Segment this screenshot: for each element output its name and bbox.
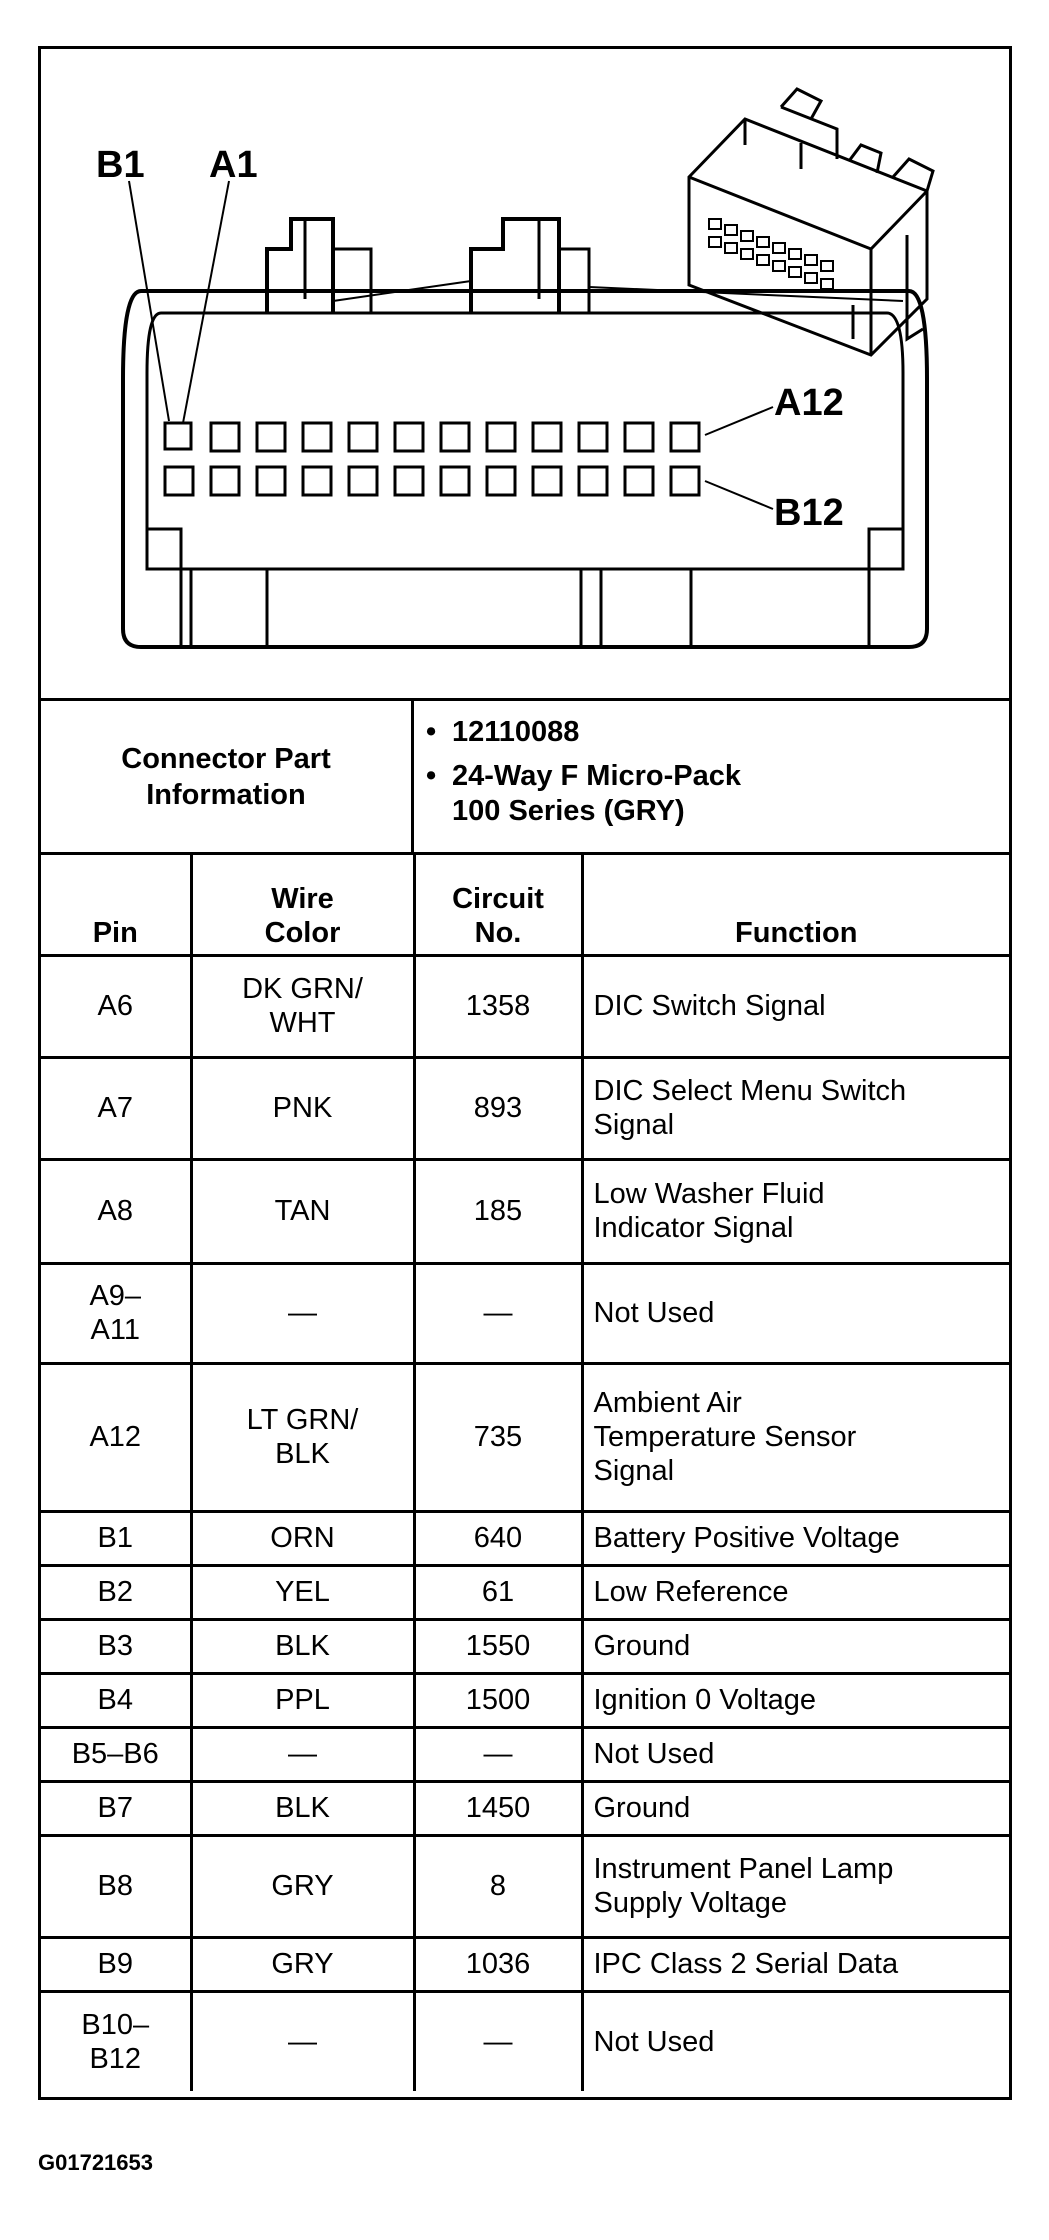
wire-color-cell: BLK xyxy=(191,1781,414,1835)
pin-cell: A9– A11 xyxy=(41,1263,191,1363)
table-row xyxy=(41,1057,1009,1159)
wire-color-cell: PPL xyxy=(191,1673,414,1727)
table-row xyxy=(41,1781,1009,1835)
connector-drawing xyxy=(41,49,1009,701)
pin-cell: B1 xyxy=(41,1511,191,1565)
function-cell: DIC Switch Signal xyxy=(582,955,1009,1057)
circuit-cell: 1036 xyxy=(414,1937,582,1991)
circuit-cell: 640 xyxy=(414,1511,582,1565)
circuit-cell: 185 xyxy=(414,1159,582,1263)
function-cell: Low Reference xyxy=(582,1565,1009,1619)
pin-label-b12: B12 xyxy=(774,492,844,534)
connector-description: • 24-Way F Micro-Pack 100 Series (GRY) xyxy=(414,759,1004,829)
circuit-cell: — xyxy=(414,1991,582,2091)
table-row xyxy=(41,1937,1009,1991)
wire-color-cell: YEL xyxy=(191,1565,414,1619)
table-row xyxy=(41,1991,1009,2091)
table-row xyxy=(41,1363,1009,1511)
pin-cell: B7 xyxy=(41,1781,191,1835)
wire-color-cell: TAN xyxy=(191,1159,414,1263)
pin-cell: B9 xyxy=(41,1937,191,1991)
pin-cell: A8 xyxy=(41,1159,191,1263)
function-cell: Instrument Panel Lamp Supply Voltage xyxy=(582,1835,1009,1937)
circuit-cell: 1550 xyxy=(414,1619,582,1673)
function-cell: DIC Select Menu Switch Signal xyxy=(582,1057,1009,1159)
circuit-cell: 735 xyxy=(414,1363,582,1511)
pin-label-a1: A1 xyxy=(209,144,258,186)
wire-color-cell: GRY xyxy=(191,1835,414,1937)
table-row xyxy=(41,1511,1009,1565)
connector-info-list xyxy=(414,715,1004,838)
pin-cell: B3 xyxy=(41,1619,191,1673)
table-row xyxy=(41,1727,1009,1781)
circuit-cell: 1450 xyxy=(414,1781,582,1835)
circuit-cell: — xyxy=(414,1727,582,1781)
pin-cell: B10– B12 xyxy=(41,1991,191,2091)
wire-color-cell: — xyxy=(191,1263,414,1363)
circuit-cell: 893 xyxy=(414,1057,582,1159)
pin-table xyxy=(41,855,1009,2091)
header-circuit-no: Circuit No. xyxy=(414,855,582,955)
table-row xyxy=(41,1673,1009,1727)
connector-info-title: Connector Part Information xyxy=(41,701,414,852)
table-row xyxy=(41,1835,1009,1937)
pin-cell: A6 xyxy=(41,955,191,1057)
table-row xyxy=(41,1159,1009,1263)
pin-cell: B2 xyxy=(41,1565,191,1619)
pin-cell: B4 xyxy=(41,1673,191,1727)
table-row xyxy=(41,1263,1009,1363)
wire-color-cell: ORN xyxy=(191,1511,414,1565)
circuit-cell: 8 xyxy=(414,1835,582,1937)
table-row xyxy=(41,955,1009,1057)
connector-face-view xyxy=(41,49,1009,701)
pin-cell: A7 xyxy=(41,1057,191,1159)
function-cell: Battery Positive Voltage xyxy=(582,1511,1009,1565)
circuit-cell: 1358 xyxy=(414,955,582,1057)
pin-cell: B8 xyxy=(41,1835,191,1937)
wire-color-cell: PNK xyxy=(191,1057,414,1159)
table-row xyxy=(41,1565,1009,1619)
function-cell: Ambient Air Temperature Sensor Signal xyxy=(582,1363,1009,1511)
wire-color-cell: — xyxy=(191,1727,414,1781)
pin-label-b1: B1 xyxy=(96,144,145,186)
connector-diagram-frame xyxy=(38,46,1012,2100)
connector-part-information xyxy=(41,701,1009,855)
header-wire-color: Wire Color xyxy=(191,855,414,955)
wire-color-cell: BLK xyxy=(191,1619,414,1673)
wire-color-cell: DK GRN/ WHT xyxy=(191,955,414,1057)
function-cell: Low Washer Fluid Indicator Signal xyxy=(582,1159,1009,1263)
function-cell: Not Used xyxy=(582,1727,1009,1781)
pin-label-a12: A12 xyxy=(774,382,844,424)
figure-id: G01721653 xyxy=(38,2150,153,2175)
connector-isometric-illustration xyxy=(689,89,933,355)
wire-color-cell: LT GRN/ BLK xyxy=(191,1363,414,1511)
wire-color-cell: GRY xyxy=(191,1937,414,1991)
function-cell: Ignition 0 Voltage xyxy=(582,1673,1009,1727)
table-row xyxy=(41,1619,1009,1673)
pin-cell: A12 xyxy=(41,1363,191,1511)
function-cell: Not Used xyxy=(582,1263,1009,1363)
pin-table-header xyxy=(41,855,1009,955)
circuit-cell: 61 xyxy=(414,1565,582,1619)
header-pin: Pin xyxy=(41,855,191,955)
wire-color-cell: — xyxy=(191,1991,414,2091)
function-cell: Ground xyxy=(582,1781,1009,1835)
function-cell: Ground xyxy=(582,1619,1009,1673)
circuit-cell: — xyxy=(414,1263,582,1363)
pin-cell: B5–B6 xyxy=(41,1727,191,1781)
function-cell: Not Used xyxy=(582,1991,1009,2091)
function-cell: IPC Class 2 Serial Data xyxy=(582,1937,1009,1991)
circuit-cell: 1500 xyxy=(414,1673,582,1727)
part-number: • 12110088 xyxy=(414,715,1004,750)
header-function: Function xyxy=(582,855,1009,955)
